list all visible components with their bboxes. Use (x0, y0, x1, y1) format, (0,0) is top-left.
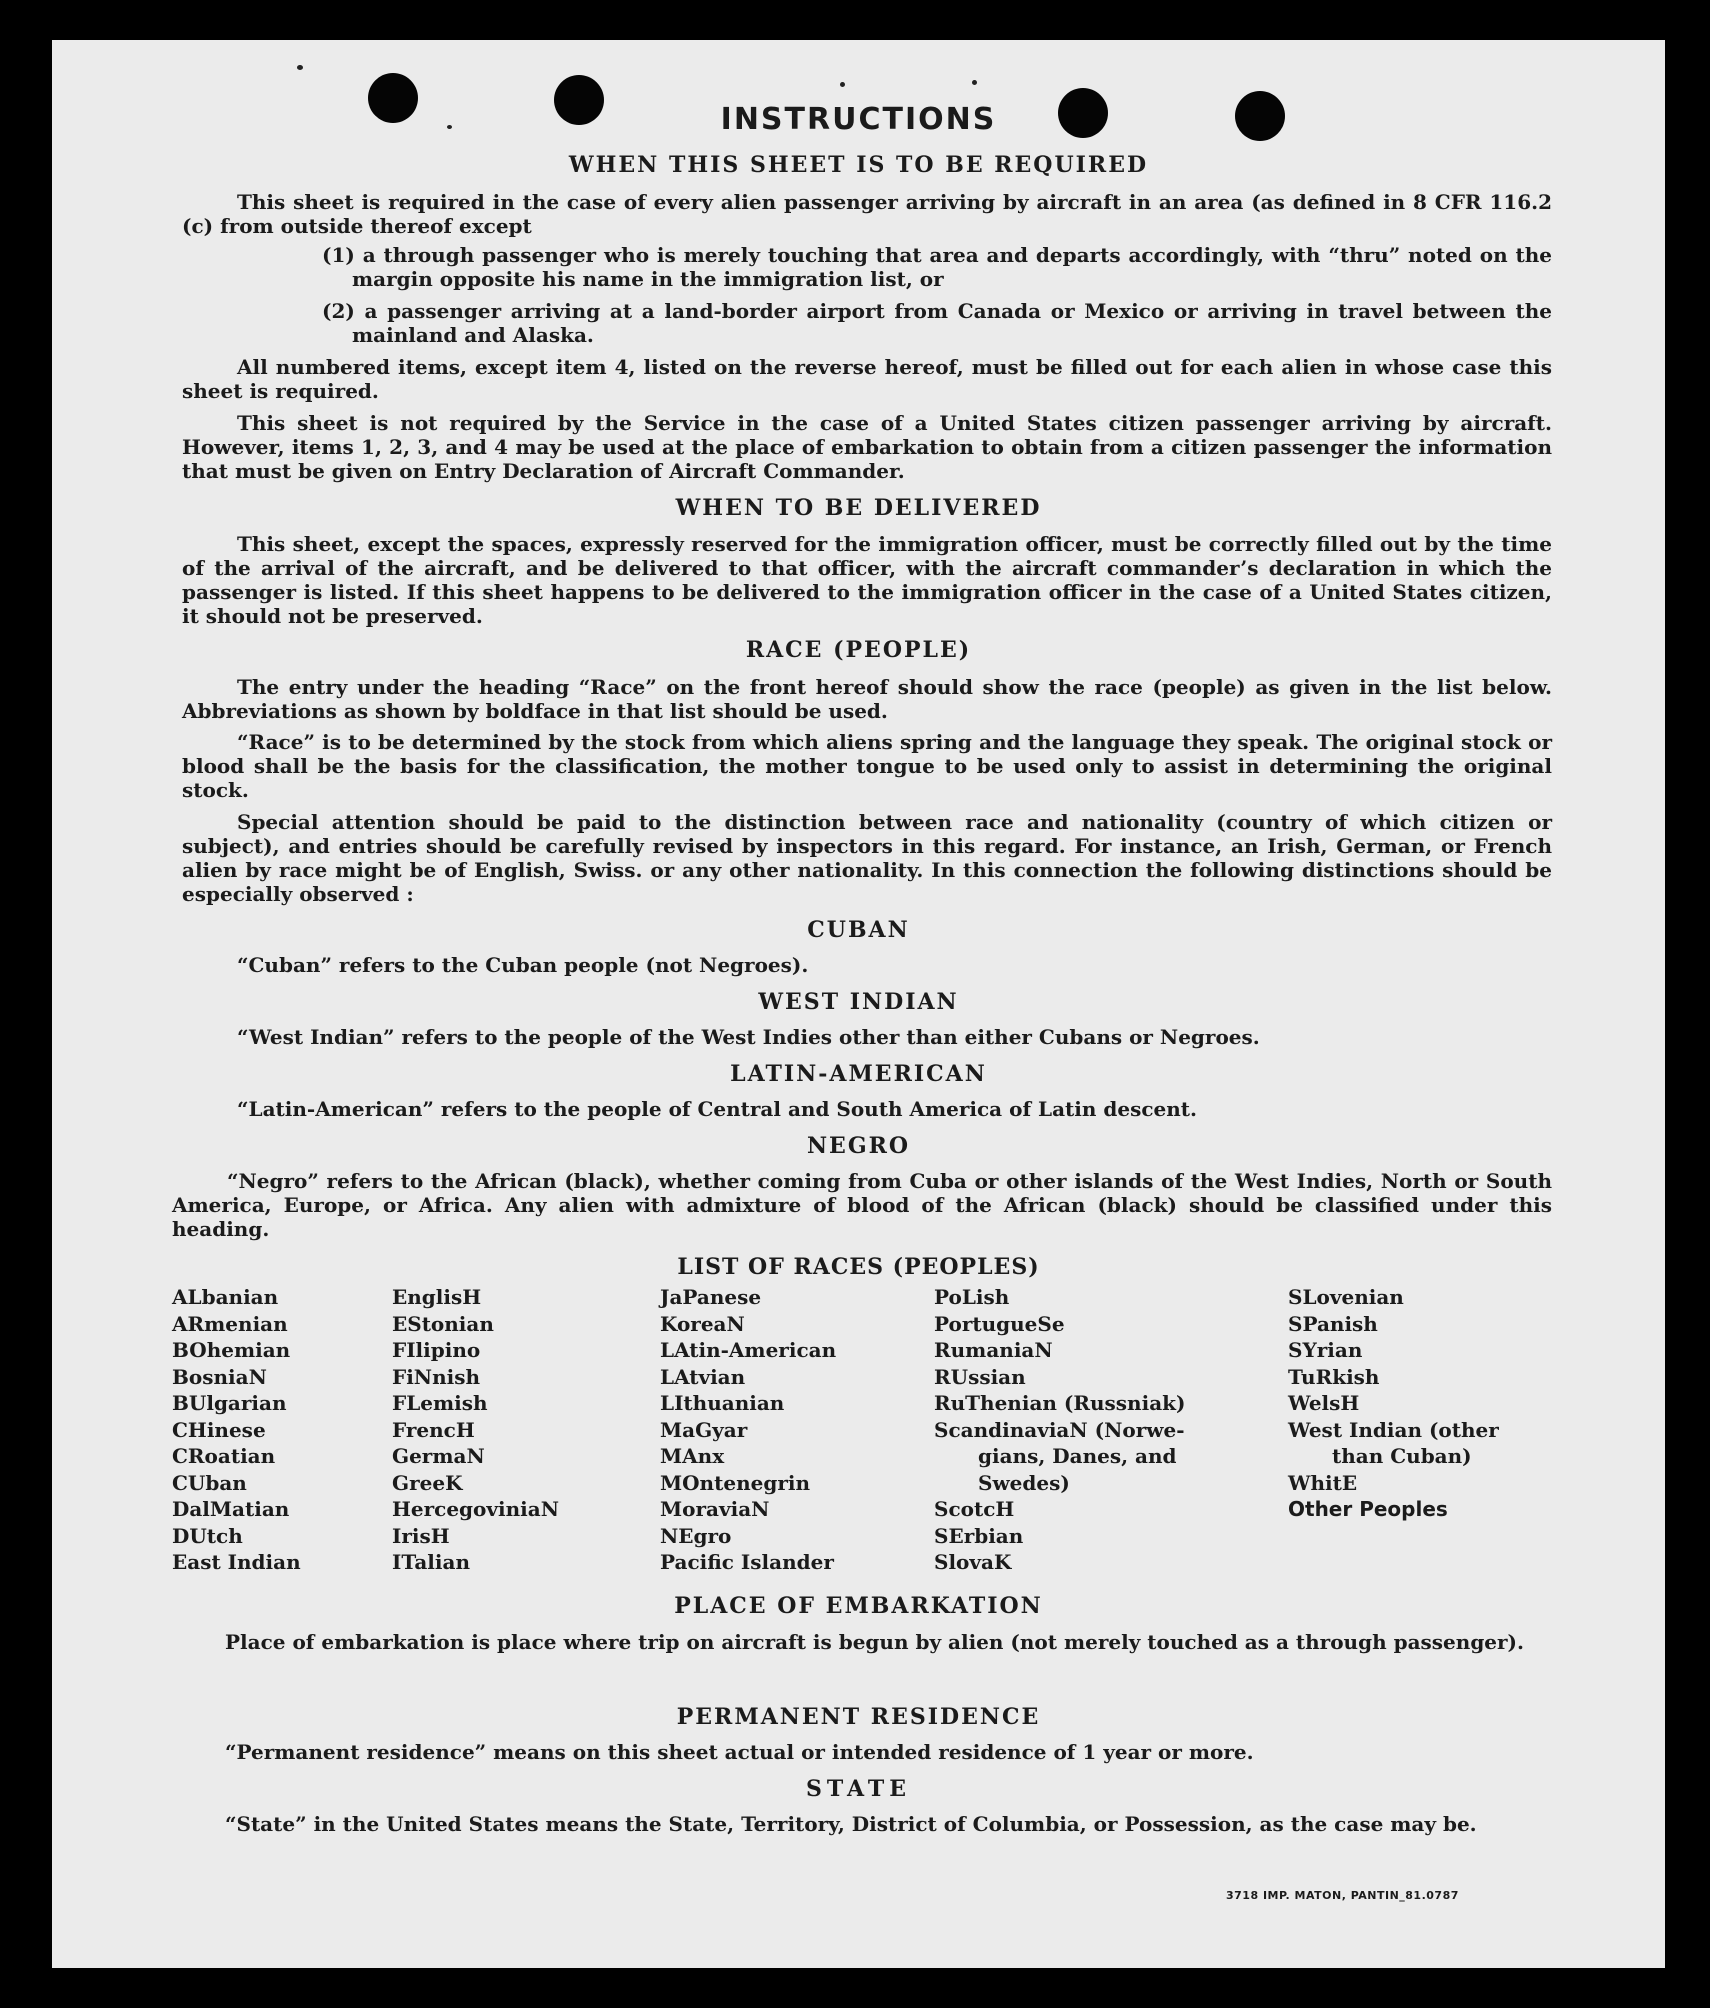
race-item: MaGyar (660, 1417, 748, 1442)
printer-imprint: 3718 IMP. MATON, PANTIN_81.0787 (1226, 1889, 1459, 1902)
race-item: BUlgarian (172, 1391, 287, 1415)
race-item: LIthuanian (660, 1391, 785, 1415)
race-item: IrisH (392, 1523, 450, 1548)
race-item: NEgro (660, 1523, 732, 1548)
races-column-2 (392, 1284, 559, 1576)
page-title: INSTRUCTIONS (720, 102, 997, 137)
race-item: SYrian (1288, 1338, 1363, 1362)
race-item: LAtvian (660, 1364, 746, 1389)
race-item: ALbanian (172, 1285, 279, 1309)
races-column-3 (660, 1284, 836, 1576)
para-cuban: “Cuban” refers to the Cuban people (not Negroes). (237, 953, 809, 977)
para-latin-american: “Latin-American” refers to the people of Central and South America of Latin descent. (237, 1097, 1197, 1121)
para-numbered-items: All numbered items, except item 4, listed on the reverse hereof, must be filled out for each alien in whose case this sheet is required. (182, 355, 1552, 403)
para-required: This sheet is required in the case of every alien passenger arriving by aircraft in an area (as defined in 8 CFR 116.2 (c) from outside thereof except (182, 190, 1552, 238)
race-item: ScotcH (934, 1497, 1015, 1521)
heading-list-of-races: LIST OF RACES (PEOPLES) (677, 1254, 1040, 1280)
race-item: EnglisH (392, 1285, 482, 1309)
heading-when-delivered: WHEN TO BE DELIVERED (675, 495, 1042, 521)
race-item: RUssian (934, 1364, 1026, 1389)
para-negro: “Negro” refers to the African (black), whether coming from Cuba or other islands of the West Indies, North or South America, Europe, or Africa. Any alien with admixture of blood of the African (black) should be classified under this heading. (172, 1169, 1552, 1241)
heading-cuban: CUBAN (807, 917, 910, 943)
race-item: FiNnish (392, 1364, 481, 1389)
heading-west-indian: WEST INDIAN (758, 989, 959, 1015)
race-item: EStonian (392, 1311, 494, 1336)
speck (297, 65, 303, 70)
race-item: WelsH (1288, 1391, 1360, 1415)
race-item: SErbian (934, 1523, 1024, 1548)
para-race-nationality: Special attention should be paid to the distinction between race and nationality (country of which citizen or subject), and entries should be carefully revised by inspectors in this regard. For instance, an Irish, German, or French alien by race might be of English, Swiss. or any other nationality. In this connection the following distinctions should be especially observed : (182, 810, 1552, 906)
races-column-1 (172, 1284, 301, 1576)
race-item: HercegoviniaN (392, 1497, 559, 1521)
race-item: MoraviaN (660, 1497, 770, 1521)
races-column-4 (934, 1284, 1185, 1576)
race-item: KoreaN (660, 1311, 745, 1336)
para-citizen: This sheet is not required by the Service in the case of a United States citizen passenger arriving by aircraft. However, items 1, 2, 3, and 4 may be used at the place of embarkation to obtain from a citizen passenger the information that must be given on Entry Declaration of Aircraft Commander. (182, 411, 1552, 483)
race-item: PortugueSe (934, 1311, 1065, 1336)
race-item: MAnx (660, 1444, 725, 1468)
race-item: TuRkish (1288, 1364, 1380, 1389)
race-item: ARmenian (172, 1311, 288, 1336)
race-item-continuation: than Cuban) (1332, 1444, 1472, 1468)
para-residence: “Permanent residence” means on this sheet actual or intended residence of 1 year or more. (225, 1740, 1254, 1764)
heading-place-of-embarkation: PLACE OF EMBARKATION (674, 1593, 1043, 1619)
document-sheet (52, 40, 1665, 1968)
heading-when-required: WHEN THIS SHEET IS TO BE REQUIRED (568, 152, 1149, 178)
race-item: JaPanese (660, 1285, 762, 1309)
race-item-continuation: gians, Danes, and (978, 1444, 1177, 1468)
race-item: West Indian (other (1288, 1417, 1499, 1442)
race-item: FrencH (392, 1417, 475, 1442)
race-item: RuThenian (Russniak) (934, 1391, 1186, 1415)
race-item: CUban (172, 1470, 247, 1495)
race-item: BosniaN (172, 1364, 267, 1389)
para-state: “State” in the United States means the State, Territory, District of Columbia, or Possession, as the case may be. (225, 1812, 1477, 1836)
heading-state: STATE (805, 1776, 912, 1802)
speck (840, 82, 845, 87)
race-item: RumaniaN (934, 1338, 1053, 1362)
race-item: CHinese (172, 1417, 266, 1442)
race-item: GermaN (392, 1444, 485, 1468)
race-item: Pacific Islander (660, 1550, 834, 1574)
para-exception-1: (1) a through passenger who is merely touching that area and departs accordingly, with “thru” noted on the margin opposite his name in the immigration list, or (322, 243, 1552, 291)
race-item: FIlipino (392, 1338, 481, 1362)
race-item: LAtin-American (660, 1338, 837, 1362)
para-west-indian: “West Indian” refers to the people of the West Indies other than either Cubans or Negroes. (237, 1025, 1260, 1049)
race-item: GreeK (392, 1470, 463, 1495)
para-race-entry: The entry under the heading “Race” on the front hereof should show the race (people) as given in the list below. Abbreviations as shown by boldface in that list should be used. (182, 675, 1552, 723)
race-item: SlovaK (934, 1550, 1012, 1574)
heading-race: RACE (PEOPLE) (745, 637, 972, 663)
para-delivered: This sheet, except the spaces, expressly reserved for the immigration officer, must be correctly filled out by the time of the arrival of the aircraft, and be delivered to that officer, with the aircraft commander’s declaration in which the passenger is listed. If this sheet happens to be delivered to the immigration officer in the case of a United States citizen, it should not be preserved. (182, 532, 1552, 628)
heading-permanent-residence: PERMANENT RESIDENCE (676, 1704, 1041, 1730)
race-item: DUtch (172, 1523, 243, 1548)
race-item: East Indian (172, 1550, 301, 1574)
speck (972, 80, 977, 85)
para-exception-2: (2) a passenger arriving at a land-border airport from Canada or Mexico or arriving in travel between the mainland and Alaska. (322, 299, 1552, 347)
race-item: DalMatian (172, 1497, 290, 1521)
race-item: BOhemian (172, 1338, 291, 1362)
race-item: Other Peoples (1288, 1497, 1448, 1521)
para-embarkation: Place of embarkation is place where trip on aircraft is begun by alien (not merely touched as a through passenger). (225, 1630, 1524, 1654)
race-item: WhitE (1288, 1470, 1358, 1495)
race-item: MOntenegrin (660, 1470, 810, 1495)
race-item: ScandinaviaN (Norwe- (934, 1417, 1185, 1442)
race-item: FLemish (392, 1391, 488, 1415)
race-item: PoLish (934, 1285, 1010, 1309)
race-item: CRoatian (172, 1444, 276, 1468)
para-race-stock: “Race” is to be determined by the stock from which aliens spring and the language they speak. The original stock or blood shall be the basis for the classification, the mother tongue to be used only to assist in determining the original stock. (182, 730, 1552, 802)
race-item: SLovenian (1288, 1285, 1404, 1309)
heading-latin-american: LATIN-AMERICAN (730, 1061, 987, 1087)
races-column-5 (1288, 1284, 1499, 1523)
race-item: SPanish (1288, 1311, 1378, 1336)
heading-negro: NEGRO (806, 1133, 911, 1159)
race-item-continuation: Swedes) (978, 1470, 1070, 1495)
race-item: ITalian (392, 1550, 470, 1574)
